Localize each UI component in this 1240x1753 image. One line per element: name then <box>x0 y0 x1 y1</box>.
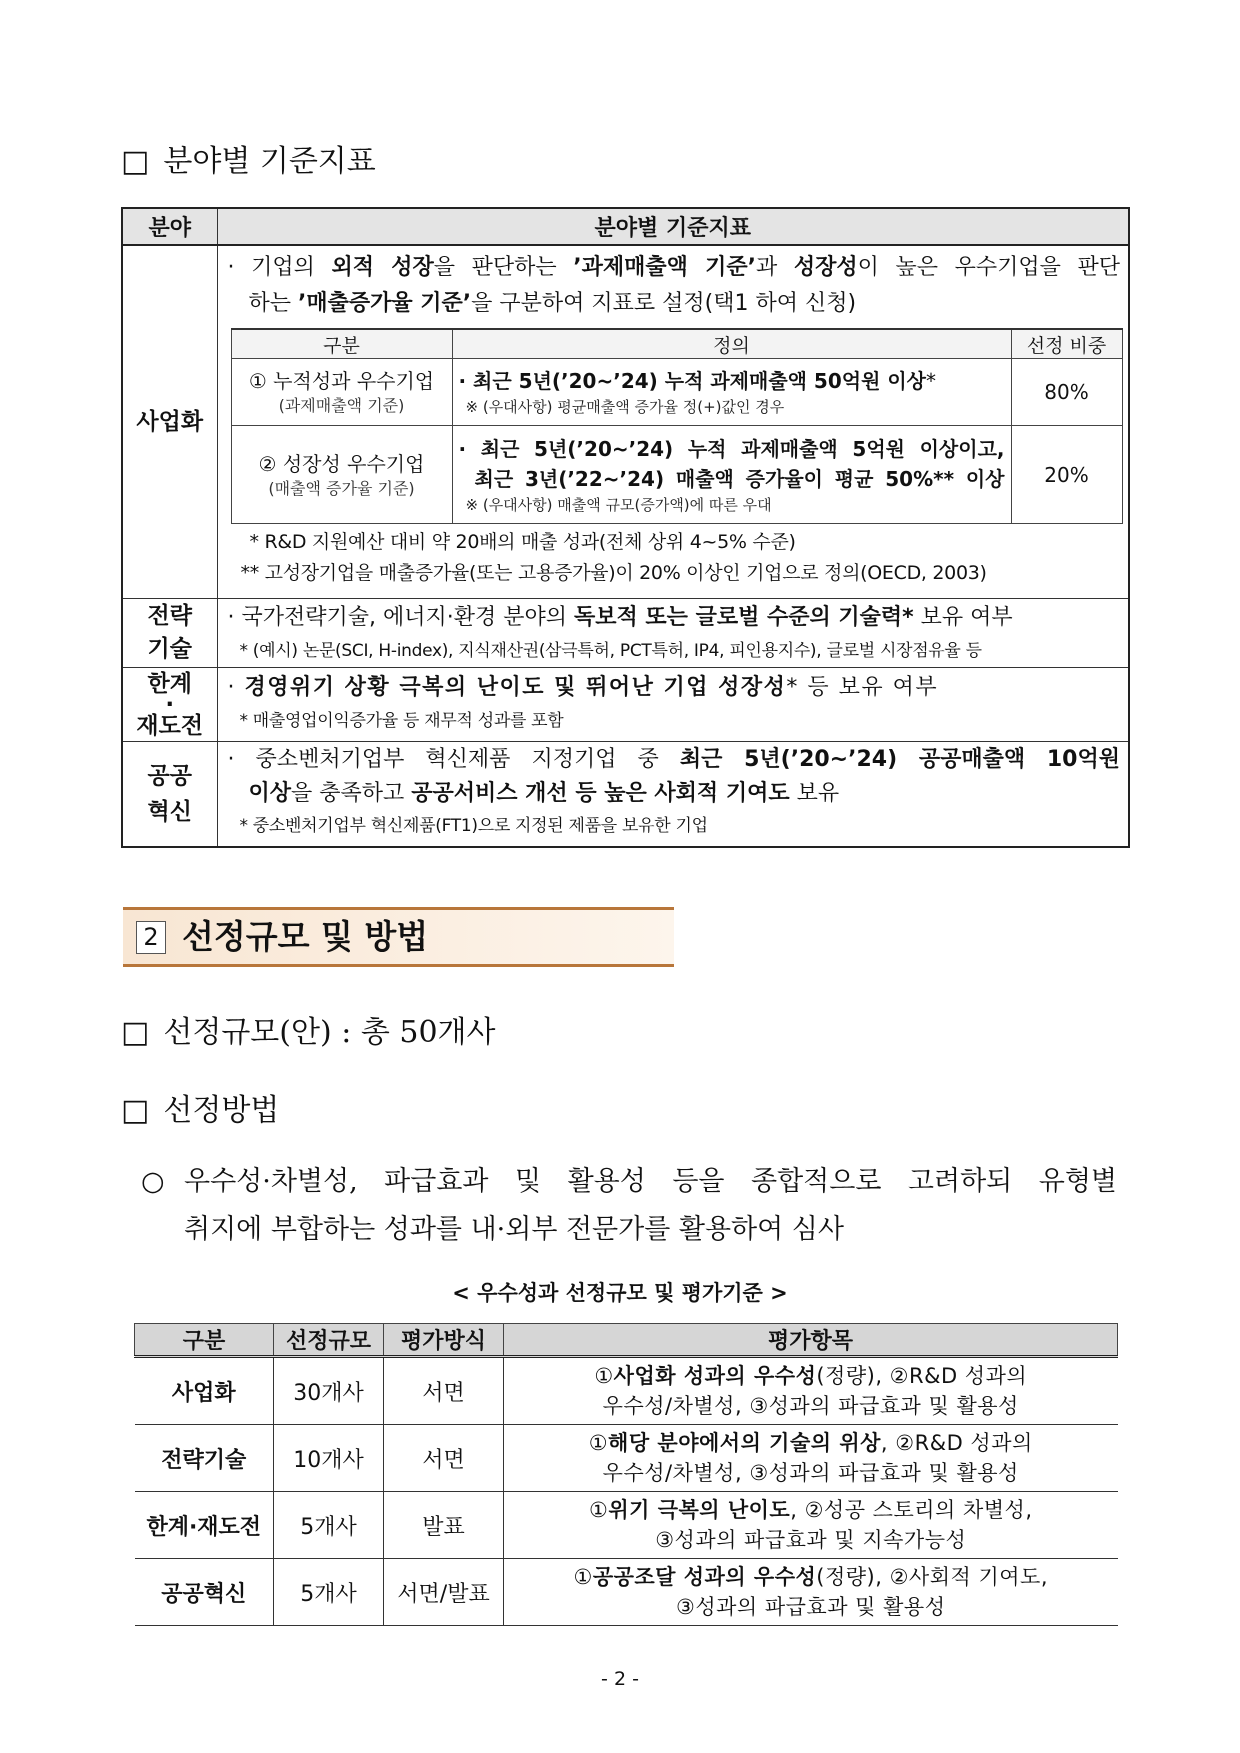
bold-segment: · 최근 5년(’20~’24) 누적 과제매출액 5억원 이상이고, <box>458 436 1005 461</box>
type-name: ① 누적성과 우수기업 <box>248 369 435 393</box>
bold-segment: 외적 성장 <box>331 255 434 280</box>
method-cell: 서면 <box>384 1425 504 1492</box>
criteria-cell <box>504 1425 1118 1492</box>
example-note: * (예시) 논문(SCI, H-index), 지식재산권(삼극특허, PCT특허, IP4, 피인용지수), 글로벌 시장점유율 등 <box>239 641 982 661</box>
row-label-line: 혁신 <box>147 799 192 825</box>
row-content-public-innovation <box>217 742 1129 848</box>
text-segment: (정량), ②R&D 성과의 <box>816 1364 1028 1388</box>
row-content-strategic-tech <box>217 599 1129 668</box>
method-cell: 서면/발표 <box>384 1559 504 1626</box>
header-criteria: 평가항목 <box>504 1324 1118 1357</box>
method-cell: 발표 <box>384 1492 504 1559</box>
definition-line <box>459 366 1005 396</box>
circle-bullet-icon: ○ <box>141 1166 165 1197</box>
definition-line <box>459 464 1005 494</box>
selection-scale-line <box>121 1015 496 1051</box>
criteria-table <box>121 207 1130 848</box>
bold-segment: 이상 <box>248 781 292 806</box>
row-label-line: 공공 <box>147 763 192 789</box>
count-cell: 30개사 <box>274 1357 384 1425</box>
type-basis: (과제매출액 기준) <box>278 396 405 415</box>
method-description-line-2: 취지에 부합하는 성과를 내·외부 전문가를 활용하여 심사 <box>184 1214 844 1245</box>
criteria-table-header <box>122 208 1129 245</box>
bold-segment: 최근 5년(’20~’24) 공공매출액 10억원 <box>679 747 1120 772</box>
category-cell: 사업화 <box>135 1357 274 1425</box>
text-segment: 하는 <box>248 291 298 316</box>
method-cell: 서면 <box>384 1357 504 1425</box>
text-segment: , ②성공 스토리의 차별성, <box>790 1498 1033 1522</box>
table-row-crisis-rechallenge <box>122 668 1129 742</box>
row-label-line: · <box>165 691 175 718</box>
table-row-strategic-tech <box>122 599 1129 668</box>
criteria-line: ③성과의 파급효과 및 활용성 <box>676 1595 946 1619</box>
footnote-2: ** 고성장기업을 매출증가율(또는 고용증가율)이 20% 이상인 기업으로 정의(OECD, 2003) <box>240 562 987 584</box>
criteria-cell <box>504 1357 1118 1425</box>
text-segment: 을 판단하는 <box>433 255 574 280</box>
text-segment: 을 충족하고 <box>291 781 412 806</box>
bold-segment: · 최근 5년(’20~’24) 누적 과제매출액 50억원 이상 <box>458 369 927 393</box>
text-segment: 과 <box>756 255 794 280</box>
header-count: 선정규모 <box>274 1324 384 1357</box>
intro-line-1 <box>228 250 1121 286</box>
criteria-line <box>228 600 1121 636</box>
section-2-title: 선정규모 및 방법 <box>182 917 429 956</box>
text-segment: · 국가전략기술, 에너지·환경 분야의 <box>227 605 574 630</box>
criteria-line: 우수성/차별성, ③성과의 파급효과 및 활용성 <box>602 1461 1019 1485</box>
text-segment: (정량), ②사회적 기여도, <box>816 1565 1048 1589</box>
inner-header-definition: 정의 <box>452 329 1011 359</box>
section-title: 분야별 기준지표 <box>163 144 376 179</box>
row-content-commercialization <box>217 245 1129 599</box>
type-name: ② 성장성 우수기업 <box>258 451 425 476</box>
header-criteria: 분야별 기준지표 <box>217 208 1129 245</box>
row-label-crisis-rechallenge <box>122 668 217 742</box>
section-heading-criteria <box>121 144 376 180</box>
selection-method-heading <box>121 1093 279 1129</box>
bold-segment: 공공조달 성과의 우수성 <box>592 1565 817 1589</box>
row-label-line: 재도전 <box>136 712 204 739</box>
inner-header-share: 선정 비중 <box>1011 329 1122 359</box>
inner-header-type: 구분 <box>231 329 452 359</box>
bold-segment: 독보적 또는 글로벌 수준의 기술력* <box>573 605 914 630</box>
definition-note: * 중소벤처기업부 혁신제품(FT1)으로 지정된 제품을 보유한 기업 <box>239 816 708 836</box>
bold-segment: 위기 극복의 난이도 <box>608 1498 791 1522</box>
criteria-line <box>504 1495 1118 1525</box>
section-number-box: 2 <box>136 921 166 954</box>
table-row <box>135 1559 1118 1626</box>
row-label-public-innovation <box>122 742 217 848</box>
evaluation-table <box>134 1323 1118 1626</box>
selection-scale-text: 선정규모(안) : 총 50개사 <box>163 1015 496 1050</box>
bold-segment: ’과제매출액 기준’ <box>573 255 757 280</box>
bold-segment: 사업화 성과의 우수성 <box>613 1364 817 1388</box>
commercialization-type-table <box>231 328 1123 524</box>
criteria-line <box>504 1361 1118 1391</box>
row-content-crisis-rechallenge <box>217 668 1129 742</box>
bold-segment: 해당 분야에서의 기술의 위상 <box>608 1431 881 1455</box>
evaluation-table-header <box>135 1324 1118 1357</box>
inner-table-header <box>231 329 1122 359</box>
table-row <box>135 1425 1118 1492</box>
criteria-cell <box>504 1492 1118 1559</box>
category-cell: 한계·재도전 <box>135 1492 274 1559</box>
preference-note: ※ (우대사항) 매출액 규모(증가액)에 따른 우대 <box>465 495 772 514</box>
text-segment: · <box>227 675 245 700</box>
header-method: 평가방식 <box>384 1324 504 1357</box>
bold-segment: ’매출증가율 기준’ <box>298 291 472 316</box>
text-segment: ① <box>573 1565 593 1589</box>
criteria-line <box>228 742 1121 777</box>
count-cell: 5개사 <box>274 1492 384 1559</box>
text-segment: 을 구분하여 지표로 설정(택1 하여 신청) <box>471 291 857 316</box>
row-label-line: 전략 <box>147 603 192 629</box>
scope-note: * 매출영업이익증가율 등 재무적 성과를 포함 <box>239 711 564 731</box>
text-segment: 보유 <box>789 781 840 806</box>
page-number: - 2 - <box>601 1668 639 1690</box>
text-segment: ① <box>588 1431 609 1455</box>
text-segment: 보유 여부 <box>913 605 1013 630</box>
criteria-line <box>504 1428 1118 1458</box>
checkbox-square-icon: □ <box>121 1093 150 1128</box>
checkbox-square-icon: □ <box>121 1015 150 1050</box>
inner-row-cumulative <box>231 359 1122 426</box>
count-cell: 5개사 <box>274 1559 384 1626</box>
bold-segment: 공공서비스 개선 등 높은 사회적 기여도 <box>411 781 790 806</box>
bold-segment: 최근 3년(’22~’24) 매출액 증가율이 평균 50%** 이상 <box>474 466 1005 491</box>
row-label-line: 기술 <box>147 636 192 662</box>
bold-segment: 성장성 <box>793 255 858 280</box>
text-segment: · 기업의 <box>227 255 332 280</box>
checkbox-square-icon: □ <box>121 144 150 179</box>
category-cell: 전략기술 <box>135 1425 274 1492</box>
text-segment: ① <box>588 1498 609 1522</box>
inner-type-cell <box>231 359 452 426</box>
header-category: 구분 <box>135 1324 274 1357</box>
type-basis: (매출액 증가율 기준) <box>268 478 415 498</box>
definition-line <box>459 434 1005 464</box>
section-2-header <box>123 907 674 967</box>
text-segment: ① <box>594 1364 614 1388</box>
table-row-public-innovation <box>122 742 1129 848</box>
footnote-mark: * <box>926 369 937 393</box>
header-field: 분야 <box>122 208 217 245</box>
criteria-line <box>228 670 1121 706</box>
inner-type-cell <box>231 426 452 524</box>
inner-definition-cell <box>452 359 1011 426</box>
text-segment: 이 높은 우수기업을 판단 <box>857 255 1121 280</box>
footnote-1: * R&D 지원예산 대비 약 20배의 매출 성과(전체 상위 4~5% 수준) <box>249 531 796 553</box>
selection-method-text: 선정방법 <box>163 1093 280 1128</box>
text-segment: · 중소벤처기업부 혁신제품 지정기업 중 <box>227 747 680 772</box>
table-caption: < 우수성과 선정규모 및 평가기준 > <box>452 1281 788 1305</box>
table-row <box>135 1492 1118 1559</box>
inner-share-cell: 80% <box>1011 359 1122 426</box>
row-label-commercialization <box>122 245 217 599</box>
bold-segment: 경영위기 상황 극복의 난이도 및 뛰어난 기업 성장성 <box>244 675 787 700</box>
text-segment: * 등 보유 여부 <box>786 675 939 700</box>
row-label-text: 사업화 <box>136 409 204 435</box>
criteria-cell <box>504 1559 1118 1626</box>
method-description-line-1: 우수성·차별성, 파급효과 및 활용성 등을 종합적으로 고려하되 유형별 <box>184 1166 1117 1197</box>
text-segment: , ②R&D 성과의 <box>880 1431 1033 1455</box>
criteria-line: 우수성/차별성, ③성과의 파급효과 및 활용성 <box>602 1394 1019 1418</box>
table-row <box>135 1357 1118 1425</box>
row-label-line: 한계 <box>147 670 192 697</box>
preference-note: ※ (우대사항) 평균매출액 증가율 정(+)값인 경우 <box>465 398 785 416</box>
inner-definition-cell <box>452 426 1011 524</box>
criteria-line <box>228 777 1121 811</box>
inner-share-cell: 20% <box>1011 426 1122 524</box>
category-cell: 공공혁신 <box>135 1559 274 1626</box>
criteria-line: ③성과의 파급효과 및 지속가능성 <box>655 1528 967 1552</box>
criteria-line <box>504 1562 1118 1592</box>
intro-line-2 <box>228 286 1121 322</box>
table-row-commercialization <box>122 245 1129 599</box>
row-label-strategic-tech <box>122 599 217 668</box>
inner-row-growth <box>231 426 1122 524</box>
count-cell: 10개사 <box>274 1425 384 1492</box>
